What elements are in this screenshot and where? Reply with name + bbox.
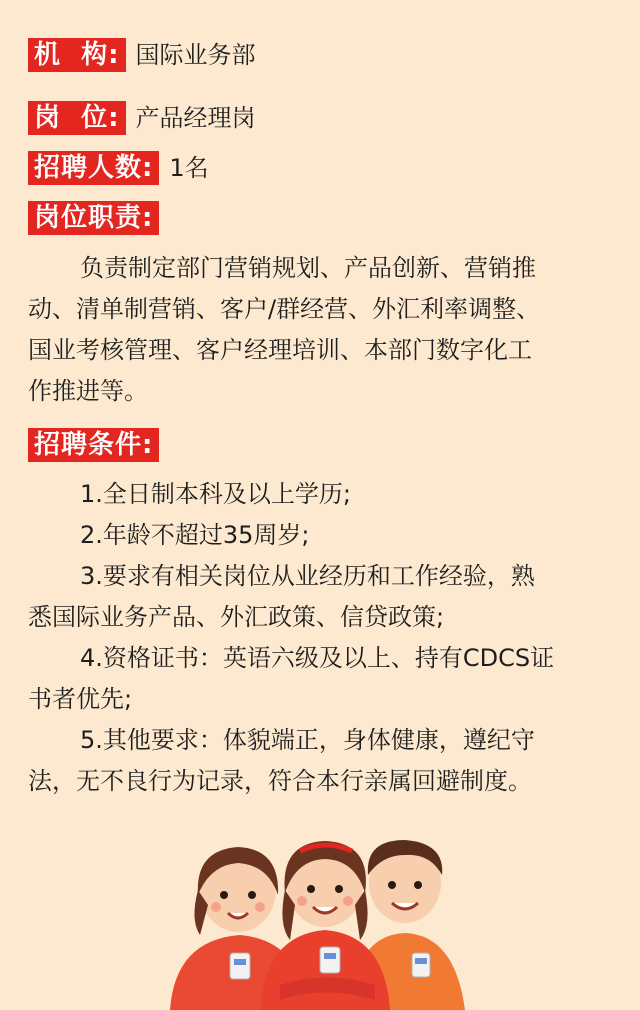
headcount-field bbox=[28, 151, 209, 185]
duties-label: 岗位职责: bbox=[28, 201, 159, 235]
requirement-line: 4.资格证书：英语六级及以上、持有CDCS证 bbox=[80, 644, 555, 672]
org-label: 机 构: bbox=[28, 38, 126, 72]
requirement-line: 书者优先; bbox=[28, 685, 133, 713]
duties-line: 作推进等。 bbox=[28, 377, 148, 405]
duties-line: 负责制定部门营销规划、产品创新、营销推 bbox=[80, 254, 536, 282]
org-field bbox=[28, 38, 256, 72]
requirement-line: 2.年龄不超过35周岁; bbox=[80, 521, 310, 549]
requirements-text bbox=[28, 474, 618, 802]
headcount-label: 招聘人数: bbox=[28, 151, 159, 185]
duties-text bbox=[28, 248, 618, 412]
staff-illustration bbox=[150, 835, 470, 1010]
requirement-line: 悉国际业务产品、外汇政策、信贷政策; bbox=[28, 603, 445, 631]
duties-heading bbox=[28, 201, 159, 235]
duties-line: 动、清单制营销、客户/群经营、外汇利率调整、 bbox=[28, 295, 541, 323]
requirements-heading bbox=[28, 428, 159, 462]
requirements-label: 招聘条件: bbox=[28, 428, 159, 462]
position-value: 产品经理岗 bbox=[135, 104, 256, 132]
requirement-line: 5.其他要求：体貌端正，身体健康，遵纪守 bbox=[80, 726, 535, 754]
duties-line: 国业考核管理、客户经理培训、本部门数字化工 bbox=[28, 336, 532, 364]
requirement-line: 3.要求有相关岗位从业经历和工作经验，熟 bbox=[80, 562, 535, 590]
requirement-line: 1.全日制本科及以上学历; bbox=[80, 480, 351, 508]
org-value: 国际业务部 bbox=[135, 41, 256, 69]
position-field bbox=[28, 101, 256, 135]
headcount-value: 1名 bbox=[169, 154, 209, 182]
requirement-line: 法，无不良行为记录，符合本行亲属回避制度。 bbox=[28, 767, 532, 795]
position-label: 岗 位: bbox=[28, 101, 126, 135]
